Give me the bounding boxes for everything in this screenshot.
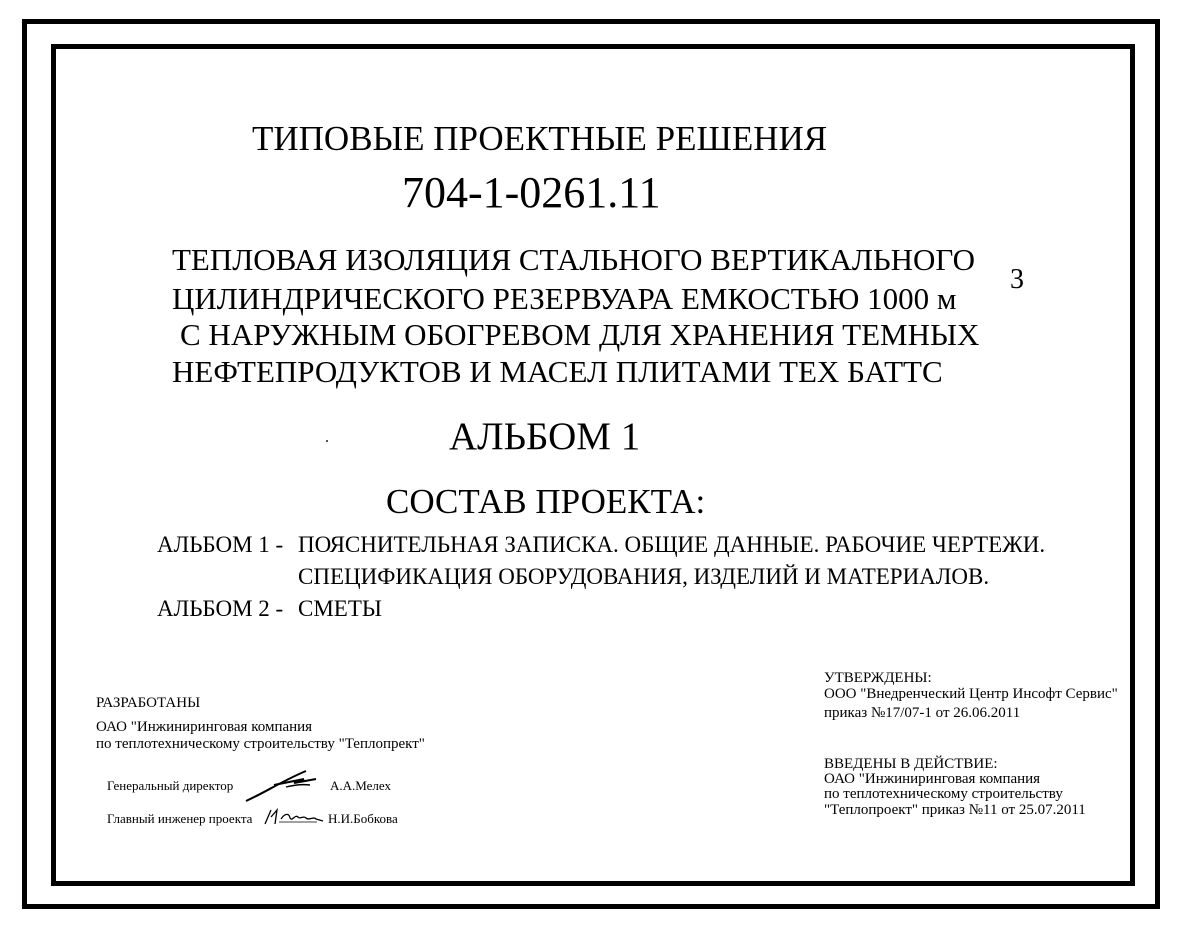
approved-order: приказ №17/07-1 от 26.06.2011 bbox=[824, 705, 1021, 721]
unit-superscript: 3 bbox=[1010, 264, 1024, 295]
composition-item-1-line-1: ПОЯСНИТЕЛЬНАЯ ЗАПИСКА. ОБЩИЕ ДАННЫЕ. РАБОЧИЕ ЧЕРТЕЖИ. bbox=[298, 532, 1046, 557]
composition-label-2: АЛЬБОМ 2 - bbox=[157, 596, 284, 621]
signatory-name-2: Н.И.Бобкова bbox=[328, 811, 398, 826]
subject-line-3: С НАРУЖНЫМ ОБОГРЕВОМ ДЛЯ ХРАНЕНИЯ ТЕМНЫХ bbox=[180, 317, 980, 352]
subject-line-1: ТЕПЛОВАЯ ИЗОЛЯЦИЯ СТАЛЬНОГО ВЕРТИКАЛЬНОГО bbox=[172, 242, 975, 277]
developed-org-line-2: по теплотехническому строительству "Теплопрект" bbox=[96, 736, 425, 752]
series-title: ТИПОВЫЕ ПРОЕКТНЫЕ РЕШЕНИЯ bbox=[252, 119, 828, 158]
signatory-role-1: Генеральный директор bbox=[107, 778, 234, 793]
enacted-line-1: ОАО "Инжиниринговая компания bbox=[824, 771, 1041, 787]
subject-line-2: ЦИЛИНДРИЧЕСКОГО РЕЗЕРВУАРА ЕМКОСТЬЮ 1000 м bbox=[172, 281, 957, 316]
signatory-name-1: А.А.Мелех bbox=[330, 778, 392, 793]
album-title: АЛЬБОМ 1 bbox=[449, 415, 641, 458]
enacted-line-2: по теплотехническому строительству bbox=[824, 786, 1063, 802]
developed-heading: РАЗРАБОТАНЫ bbox=[96, 695, 201, 711]
enacted-line-3: "Теплопроект" приказ №11 от 25.07.2011 bbox=[824, 802, 1086, 818]
signature-chief-engineer-graphic bbox=[263, 806, 325, 828]
composition-heading: СОСТАВ ПРОЕКТА: bbox=[386, 482, 706, 521]
speck bbox=[326, 440, 328, 442]
approved-org: ООО "Внедренческий Центр Инсофт Сервис" bbox=[824, 686, 1118, 702]
composition-label-1: АЛЬБОМ 1 - bbox=[157, 532, 284, 557]
signature-director-graphic bbox=[244, 768, 320, 806]
approved-heading: УТВЕРЖДЕНЫ: bbox=[824, 670, 932, 686]
enacted-heading: ВВЕДЕНЫ В ДЕЙСТВИЕ: bbox=[824, 756, 998, 772]
developed-org-line-1: ОАО "Инжиниринговая компания bbox=[96, 719, 313, 735]
composition-item-1-line-2: СПЕЦИФИКАЦИЯ ОБОРУДОВАНИЯ, ИЗДЕЛИЙ И МАТЕРИАЛОВ. bbox=[298, 564, 990, 589]
signatory-role-2: Главный инженер проекта bbox=[107, 811, 253, 826]
subject-line-4: НЕФТЕПРОДУКТОВ И МАСЕЛ ПЛИТАМИ ТЕХ БАТТС bbox=[172, 354, 943, 389]
document-number: 704-1-0261.11 bbox=[402, 168, 661, 217]
composition-item-2-line-1: СМЕТЫ bbox=[298, 596, 382, 621]
